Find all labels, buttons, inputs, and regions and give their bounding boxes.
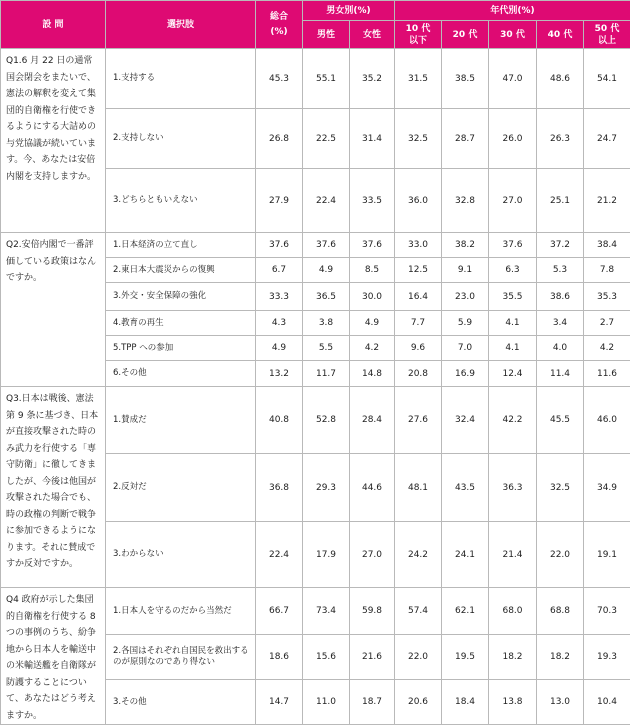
percent-value: 32.5 (395, 109, 442, 169)
percent-value: 37.6 (489, 233, 537, 258)
percent-value: 68.0 (489, 588, 537, 635)
percent-value: 10.4 (584, 680, 630, 725)
option-label: 2.各国はそれぞれ自国民を救出するのが原則なのであり得ない (106, 635, 256, 680)
header-age-30s: 30 代 (489, 21, 537, 49)
percent-value: 9.1 (442, 258, 489, 283)
percent-value: 36.0 (395, 169, 442, 233)
percent-value: 44.6 (350, 454, 395, 522)
percent-value: 35.5 (489, 283, 537, 311)
percent-value: 54.1 (584, 49, 630, 109)
option-label: 5.TPP への参加 (106, 336, 256, 361)
percent-value: 62.1 (442, 588, 489, 635)
percent-value: 40.8 (256, 387, 303, 454)
percent-value: 29.3 (303, 454, 350, 522)
percent-value: 27.0 (489, 169, 537, 233)
percent-value: 13.0 (537, 680, 584, 725)
percent-value: 18.6 (256, 635, 303, 680)
percent-value: 33.0 (395, 233, 442, 258)
percent-value: 11.0 (303, 680, 350, 725)
percent-value: 21.6 (350, 635, 395, 680)
percent-value: 73.4 (303, 588, 350, 635)
percent-value: 7.7 (395, 311, 442, 336)
header-age-50s: 50 代 以上 (584, 21, 630, 49)
percent-value: 26.0 (489, 109, 537, 169)
percent-value: 18.2 (489, 635, 537, 680)
question-text: Q4 政府が示した集団的自衛権を行使する 8 つの事例のうち、紛争地から日本人を輸送中の米輸送艦を自衛隊が防護することについて、あなたはどう考えますか。 (1, 588, 106, 725)
percent-value: 31.5 (395, 49, 442, 109)
percent-value: 26.3 (537, 109, 584, 169)
percent-value: 22.4 (303, 169, 350, 233)
percent-value: 28.4 (350, 387, 395, 454)
percent-value: 35.2 (350, 49, 395, 109)
percent-value: 59.8 (350, 588, 395, 635)
percent-value: 24.7 (584, 109, 630, 169)
header-question: 設 問 (1, 1, 106, 49)
percent-value: 22.0 (537, 522, 584, 588)
option-label: 2.東日本大震災からの復興 (106, 258, 256, 283)
percent-value: 32.4 (442, 387, 489, 454)
percent-value: 11.4 (537, 361, 584, 387)
percent-value: 9.6 (395, 336, 442, 361)
percent-value: 13.8 (489, 680, 537, 725)
option-label: 2.反対だ (106, 454, 256, 522)
table-row (1, 588, 630, 635)
percent-value: 37.6 (256, 233, 303, 258)
percent-value: 36.5 (303, 283, 350, 311)
option-label: 3.その他 (106, 680, 256, 725)
percent-value: 20.6 (395, 680, 442, 725)
percent-value: 7.0 (442, 336, 489, 361)
percent-value: 55.1 (303, 49, 350, 109)
percent-value: 5.5 (303, 336, 350, 361)
table-row (1, 233, 630, 258)
header-female: 女性 (350, 21, 395, 49)
percent-value: 25.1 (537, 169, 584, 233)
percent-value: 52.8 (303, 387, 350, 454)
percent-value: 21.4 (489, 522, 537, 588)
percent-value: 38.5 (442, 49, 489, 109)
percent-value: 37.2 (537, 233, 584, 258)
table-body (1, 49, 630, 725)
percent-value: 34.9 (584, 454, 630, 522)
header-age-10s: 10 代 以下 (395, 21, 442, 49)
percent-value: 26.8 (256, 109, 303, 169)
option-label: 1.日本経済の立て直し (106, 233, 256, 258)
percent-value: 48.6 (537, 49, 584, 109)
percent-value: 14.7 (256, 680, 303, 725)
percent-value: 18.2 (537, 635, 584, 680)
option-label: 4.教育の再生 (106, 311, 256, 336)
percent-value: 4.2 (350, 336, 395, 361)
percent-value: 3.8 (303, 311, 350, 336)
percent-value: 5.3 (537, 258, 584, 283)
percent-value: 43.5 (442, 454, 489, 522)
question-text: Q3.日本は戦後、憲法第 9 条に基づき、日本が直接攻撃された時のみ武力を行使する「専守防衛」に徹してきましたが、今後は他国が攻撃された場合でも、時の政権の判断で戦争に参加できるようになります。それに賛成ですか反対ですか。 (1, 387, 106, 588)
percent-value: 45.5 (537, 387, 584, 454)
percent-value: 38.6 (537, 283, 584, 311)
percent-value: 5.9 (442, 311, 489, 336)
percent-value: 3.4 (537, 311, 584, 336)
option-label: 1.賛成だ (106, 387, 256, 454)
percent-value: 4.9 (303, 258, 350, 283)
percent-value: 16.9 (442, 361, 489, 387)
percent-value: 27.9 (256, 169, 303, 233)
percent-value: 38.4 (584, 233, 630, 258)
percent-value: 2.7 (584, 311, 630, 336)
percent-value: 20.8 (395, 361, 442, 387)
percent-value: 32.8 (442, 169, 489, 233)
percent-value: 36.8 (256, 454, 303, 522)
percent-value: 27.0 (350, 522, 395, 588)
percent-value: 4.1 (489, 311, 537, 336)
percent-value: 22.4 (256, 522, 303, 588)
percent-value: 22.0 (395, 635, 442, 680)
percent-value: 19.1 (584, 522, 630, 588)
percent-value: 19.3 (584, 635, 630, 680)
percent-value: 45.3 (256, 49, 303, 109)
percent-value: 48.1 (395, 454, 442, 522)
header-age-40s: 40 代 (537, 21, 584, 49)
percent-value: 4.0 (537, 336, 584, 361)
option-label: 6.その他 (106, 361, 256, 387)
percent-value: 11.6 (584, 361, 630, 387)
percent-value: 42.2 (489, 387, 537, 454)
option-label: 3.外交・安全保障の強化 (106, 283, 256, 311)
header-choice: 選択肢 (106, 1, 256, 49)
table-header (1, 1, 630, 49)
percent-value: 18.7 (350, 680, 395, 725)
percent-value: 68.8 (537, 588, 584, 635)
percent-value: 37.6 (303, 233, 350, 258)
header-male: 男性 (303, 21, 350, 49)
percent-value: 35.3 (584, 283, 630, 311)
percent-value: 13.2 (256, 361, 303, 387)
header-total: 総合 (%) (256, 1, 303, 49)
table-row (1, 387, 630, 454)
percent-value: 4.9 (256, 336, 303, 361)
percent-value: 31.4 (350, 109, 395, 169)
percent-value: 46.0 (584, 387, 630, 454)
percent-value: 36.3 (489, 454, 537, 522)
option-label: 2.支持しない (106, 109, 256, 169)
percent-value: 66.7 (256, 588, 303, 635)
table-row (1, 49, 630, 109)
percent-value: 4.1 (489, 336, 537, 361)
percent-value: 14.8 (350, 361, 395, 387)
percent-value: 11.7 (303, 361, 350, 387)
percent-value: 16.4 (395, 283, 442, 311)
header-age-20s: 20 代 (442, 21, 489, 49)
percent-value: 4.9 (350, 311, 395, 336)
percent-value: 4.3 (256, 311, 303, 336)
percent-value: 30.0 (350, 283, 395, 311)
question-text: Q2.安倍内閣で一番評価している政策はなんですか。 (1, 233, 106, 387)
percent-value: 37.6 (350, 233, 395, 258)
percent-value: 12.5 (395, 258, 442, 283)
percent-value: 47.0 (489, 49, 537, 109)
percent-value: 32.5 (537, 454, 584, 522)
option-label: 1.支持する (106, 49, 256, 109)
percent-value: 6.7 (256, 258, 303, 283)
option-label: 3.どちらともいえない (106, 169, 256, 233)
percent-value: 28.7 (442, 109, 489, 169)
option-label: 1.日本人を守るのだから当然だ (106, 588, 256, 635)
percent-value: 57.4 (395, 588, 442, 635)
percent-value: 19.5 (442, 635, 489, 680)
percent-value: 21.2 (584, 169, 630, 233)
option-label: 3.わからない (106, 522, 256, 588)
percent-value: 22.5 (303, 109, 350, 169)
percent-value: 17.9 (303, 522, 350, 588)
percent-value: 15.6 (303, 635, 350, 680)
header-gender-group: 男女別(%) (303, 1, 395, 21)
percent-value: 23.0 (442, 283, 489, 311)
percent-value: 4.2 (584, 336, 630, 361)
percent-value: 24.2 (395, 522, 442, 588)
percent-value: 6.3 (489, 258, 537, 283)
percent-value: 7.8 (584, 258, 630, 283)
percent-value: 24.1 (442, 522, 489, 588)
percent-value: 33.3 (256, 283, 303, 311)
percent-value: 12.4 (489, 361, 537, 387)
question-text: Q1.6 月 22 日の通常国会閉会をまたいで、憲法の解釈を変えて集団的自衛権を行使できるようにする大詰めの与党協議が続いています。今、あなたは安倍内閣を支持しますか。 (1, 49, 106, 233)
percent-value: 18.4 (442, 680, 489, 725)
percent-value: 38.2 (442, 233, 489, 258)
percent-value: 70.3 (584, 588, 630, 635)
header-age-group: 年代別(%) (395, 1, 630, 21)
percent-value: 8.5 (350, 258, 395, 283)
percent-value: 27.6 (395, 387, 442, 454)
percent-value: 33.5 (350, 169, 395, 233)
